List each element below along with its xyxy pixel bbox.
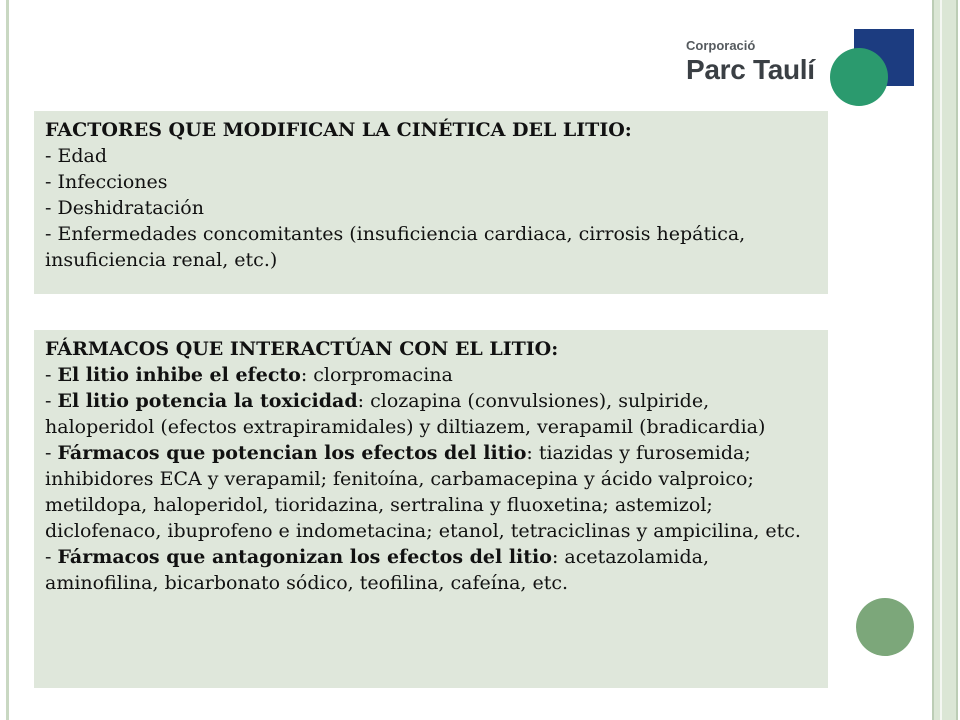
item-text: : tiazidas y furosemida; inhibidores ECA y verapamil; fenitoína, carbamacepina y ácido valproico; metildopa, haloperidol, tioridazina, sertralina y fluoxetina; astemizol; diclofenaco, ibuprofeno e indometacina; etanol, tetraciclinas y ampicilina, etc. xyxy=(45,442,801,542)
lithium-drug-interactions-box xyxy=(34,330,828,688)
parc-tauli-logo xyxy=(686,38,916,108)
slide-left-border xyxy=(6,0,9,720)
logo-big-text: Parc Taulí xyxy=(686,54,815,85)
logo-small-text: Corporació xyxy=(686,38,756,53)
slide-right-border xyxy=(932,0,958,720)
item-text: : clorpromacina xyxy=(300,364,453,386)
item-lead: Fármacos que antagonizan los efectos del litio xyxy=(57,546,552,568)
item-lead: El litio potencia la toxicidad xyxy=(57,390,358,412)
factor-item: - Enfermedades concomitantes (insuficiencia cardiaca, cirrosis hepática, insuficiencia renal, etc.) xyxy=(45,223,746,271)
interaction-item xyxy=(45,544,818,596)
lithium-kinetics-factors-box xyxy=(34,111,828,294)
interaction-item xyxy=(45,362,818,388)
logo-green-circle xyxy=(830,48,888,106)
box2-title: FÁRMACOS QUE INTERACTÚAN CON EL LITIO: xyxy=(45,338,559,360)
interaction-item xyxy=(45,440,818,544)
factor-item: - Infecciones xyxy=(45,171,168,193)
item-text: : acetazolamida, aminofilina, bicarbonato sódico, teofilina, cafeína, etc. xyxy=(45,546,710,594)
item-text: : clozapina (convulsiones), sulpiride, haloperidol (efectos extrapiramidales) y diltiazem, verapamil (bradicardia) xyxy=(45,390,766,438)
item-lead: El litio inhibe el efecto xyxy=(57,364,301,386)
factor-item: - Deshidratación xyxy=(45,197,204,219)
item-dash: - xyxy=(45,364,58,386)
item-dash: - xyxy=(45,546,58,568)
slide-right-border-highlight xyxy=(940,0,942,720)
interaction-item xyxy=(45,388,818,440)
item-dash: - xyxy=(45,390,58,412)
item-lead: Fármacos que potencian los efectos del litio xyxy=(57,442,527,464)
box1-title: FACTORES QUE MODIFICAN LA CINÉTICA DEL LITIO: xyxy=(45,119,632,141)
item-dash: - xyxy=(45,442,58,464)
decorative-green-circle xyxy=(856,598,914,656)
factor-item: - Edad xyxy=(45,145,107,167)
